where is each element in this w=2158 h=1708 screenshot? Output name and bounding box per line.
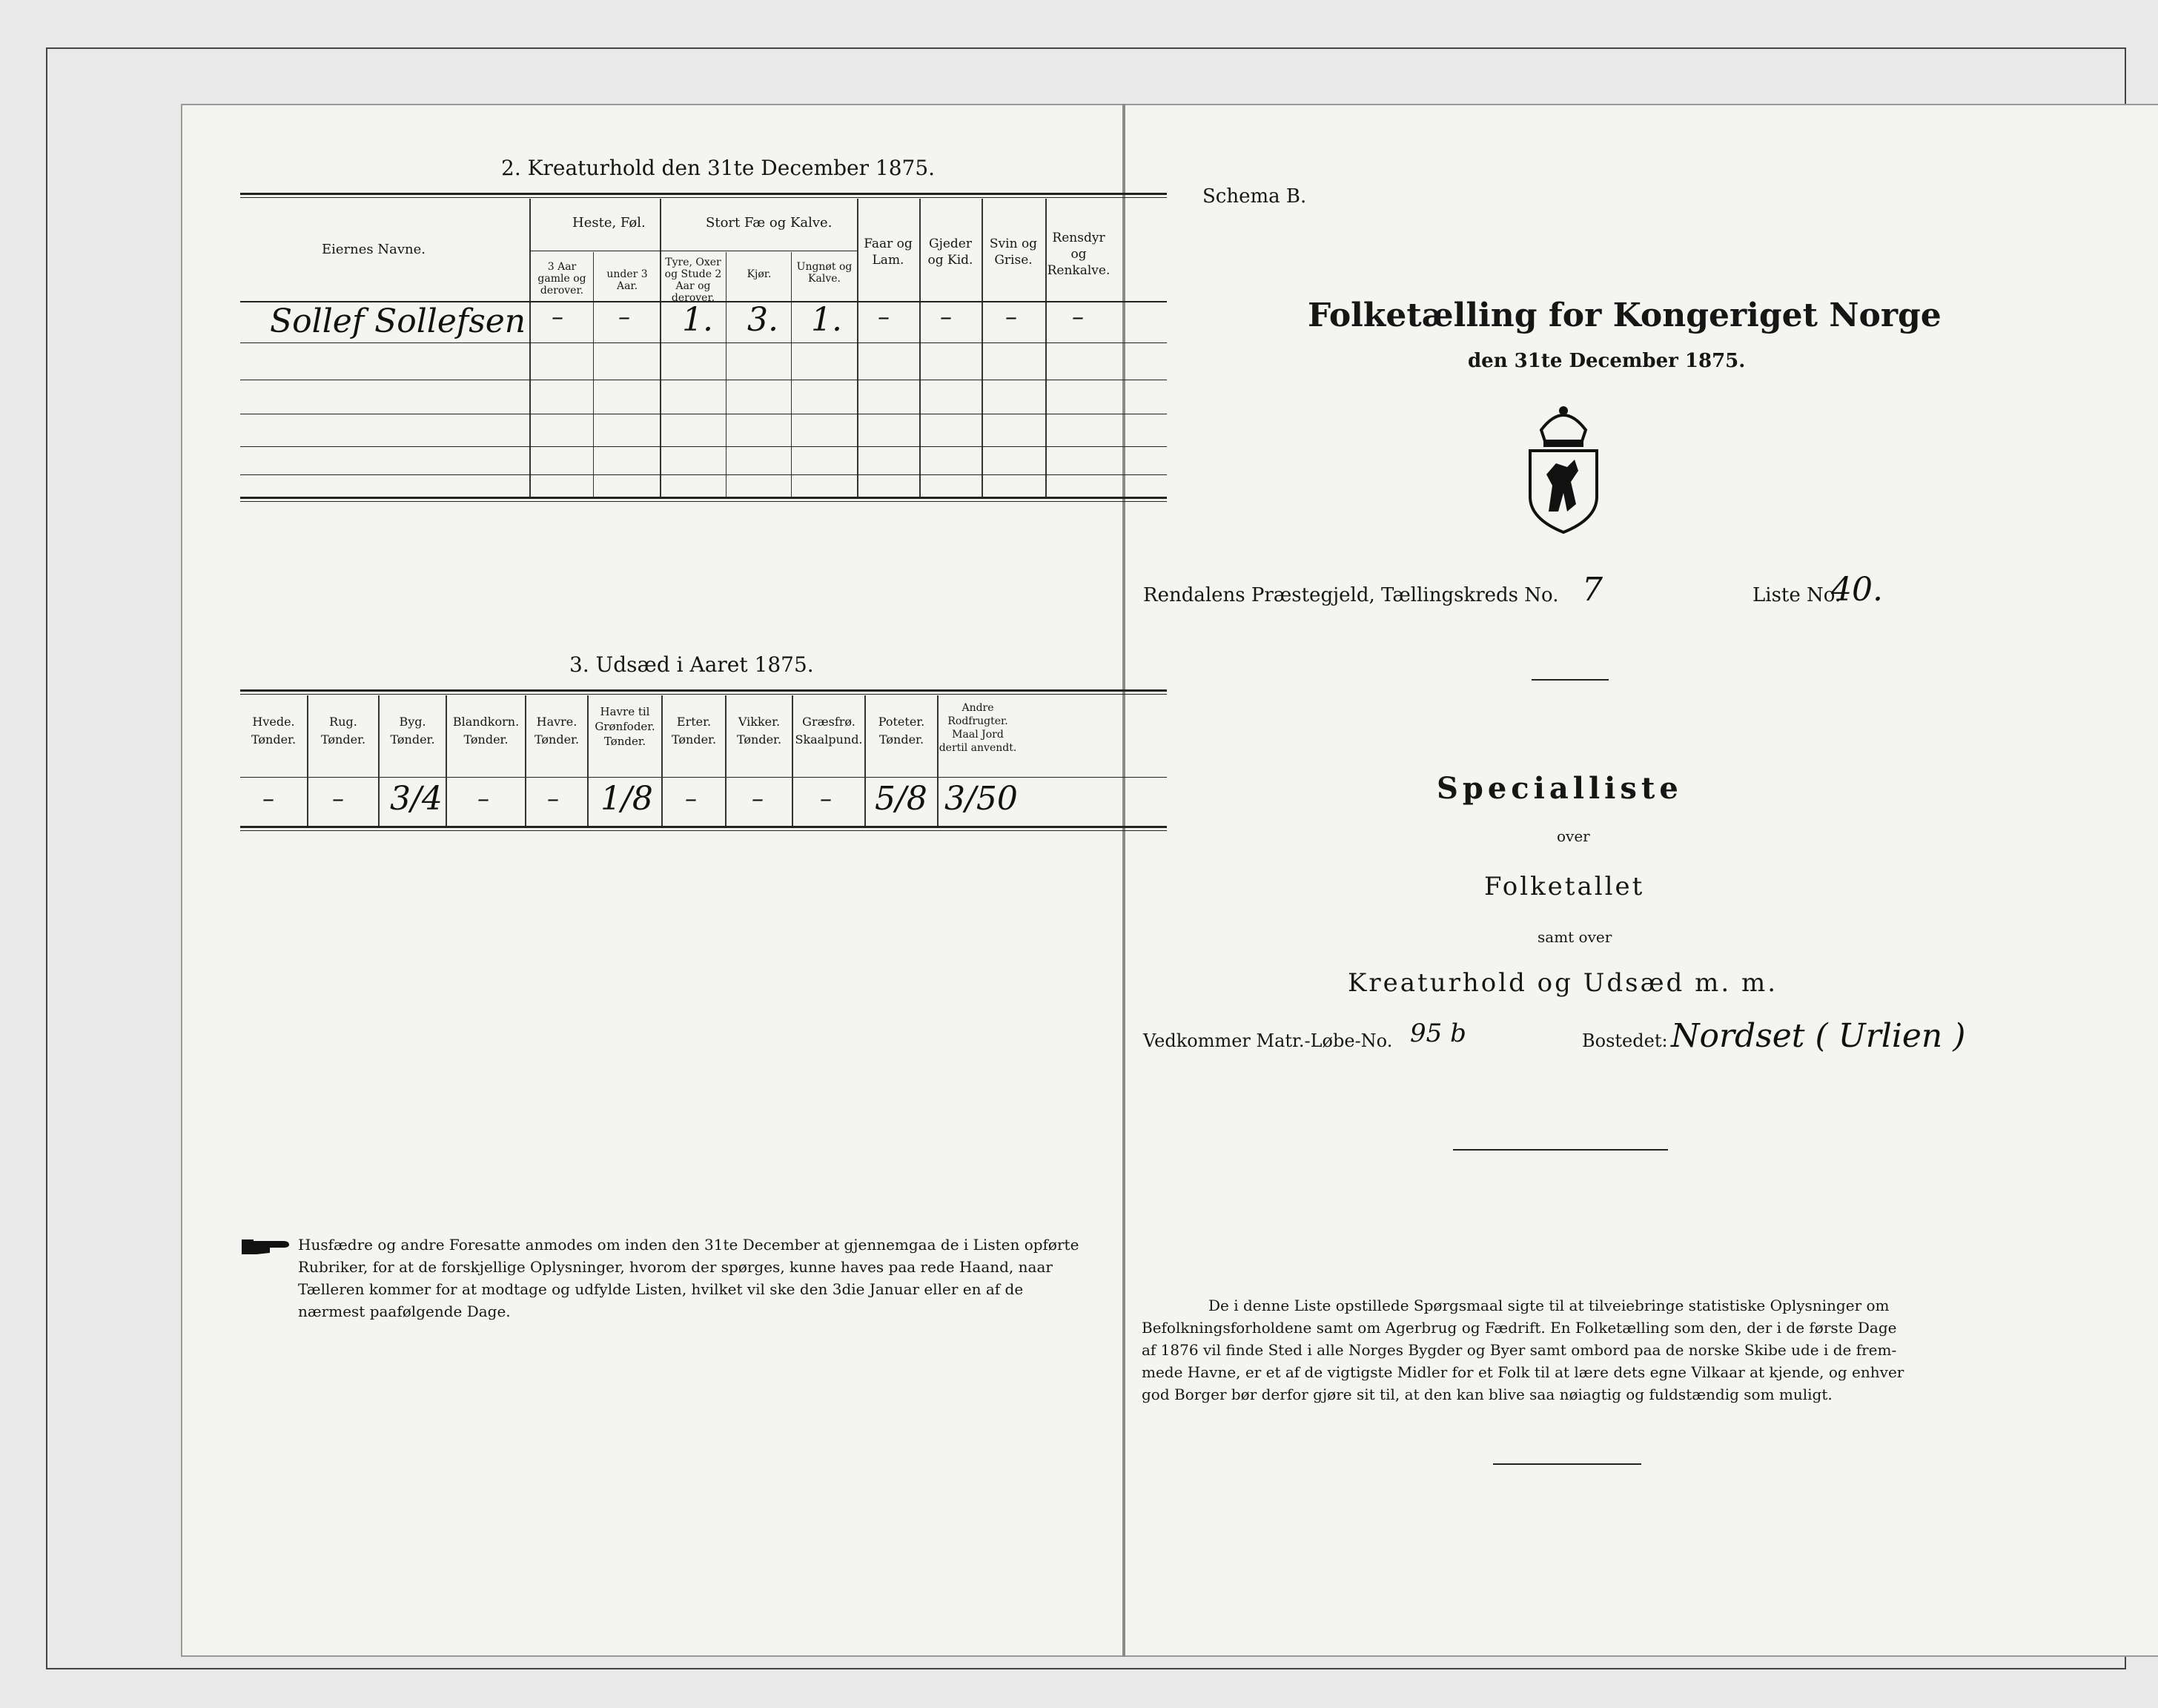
intro-line-4: mede Havne, er et af de vigtigste Midler for et Folk til at lære dets egne Vilkaar at kjende, og enhver [1142,1363,1904,1381]
root-crops-unit: Maal Jord dertil anvendt. [939,729,1017,754]
barley-header: Byg. [399,715,426,729]
cattle-header: Stort Fæ og Kalve. [706,215,833,231]
potatoes-value: 5/8 [875,780,927,818]
green-oats-value: 1/8 [600,780,653,818]
kreaturhold-heading: Kreaturhold og Udsæd m. m. [1348,968,1778,998]
cows-header: Kjør. [747,268,772,280]
intro-line-2: Befolkningsforholdene samt om Agerbrug og Fædrift. En Folketælling som den, der i de første Dage [1142,1319,1897,1337]
wheat-unit: Tønder. [251,732,297,747]
census-form [181,104,2158,1657]
footnote-line-4: nærmest paafølgende Dage. [298,1302,511,1320]
bulls-value: 1. [682,301,713,339]
mixed-grain-unit: Tønder. [463,732,509,747]
footnote-line-2: Rubriker, for at de forskjellige Oplysninger, hvorom der spørges, kunne haves paa rede Haand, naar [298,1258,1053,1276]
grass-seed-header: Græsfrø. [802,715,855,729]
goats-header: Gjeder og Kid. [927,236,973,268]
parish-label: Rendalens Præstegjeld, Tællingskreds No. [1143,584,1559,606]
pigs-header: Svin og Grise. [989,236,1038,268]
horses-3up-header: 3 Aar gamle og derover. [537,261,586,297]
over-label: over [1557,827,1590,845]
horses-3up-value: – [552,302,563,331]
wheat-value: – [262,784,274,812]
district-number: 7 [1582,571,1603,609]
rye-value: – [332,784,344,812]
schema-label: Schema B. [1202,185,1307,208]
green-oats-header: Havre til Grønfoder. [595,705,655,733]
vetch-unit: Tønder. [736,732,782,747]
matr-label: Vedkommer Matr.-Løbe-No. [1143,1030,1393,1051]
goats-value: – [940,302,952,331]
intro-line-1: De i denne Liste opstillede Spørgsmaal sigte til at tilveiebringe statistiske Oplysninger om [1208,1297,1890,1314]
wheat-header: Hvede. [252,715,295,729]
bosted-value: Nordset ( Urlien ) [1671,1017,1966,1055]
folketallet-heading: Folketallet [1484,872,1645,901]
horses-header: Heste, Føl. [572,215,646,231]
potatoes-unit: Tønder. [878,732,924,747]
rye-header: Rug. [329,715,357,729]
coat-of-arms-icon [1523,400,1604,534]
oats-unit: Tønder. [534,732,580,747]
bulls-header: Tyre, Oxer og Stude 2 Aar og derover. [664,256,722,304]
sheep-header: Faar og Lam. [864,236,913,268]
oats-value: – [547,784,559,812]
specialliste-heading: Specialliste [1437,771,1683,806]
young-cattle-value: 1. [811,301,842,339]
grass-seed-value: – [820,784,832,812]
barley-value: 3/4 [390,780,443,818]
grass-seed-unit: Skaalpund. [795,732,863,747]
rye-unit: Tønder. [320,732,366,747]
mixed-grain-header: Blandkorn. [452,715,520,729]
root-crops-value: 3/50 [944,780,1018,818]
vetch-header: Vikker. [738,715,781,729]
footnote-line-1: Husfædre og andre Foresatte anmodes om inden den 31te December at gjennemgaa de i Listen opførte [298,1236,1079,1254]
oats-header: Havre. [536,715,577,729]
vetch-value: – [752,784,764,812]
footnote-line-3: Tælleren kommer for at modtage og udfylde Listen, hvilket vil ske den 3die Januar eller en af de [298,1280,1024,1298]
intro-text [1142,1294,2076,1406]
root-crops-header: Andre Rodfrugter. [947,702,1008,727]
potatoes-header: Poteter. [878,715,925,729]
bosted-label: Bostedet: [1582,1030,1668,1051]
pigs-value: – [1005,302,1017,331]
list-label: Liste No. [1752,584,1841,606]
owner-name: Sollef Sollefsen [270,302,526,340]
divider-2 [1453,1149,1668,1151]
samt-over-label: samt over [1538,928,1612,946]
peas-unit: Tønder. [671,732,717,747]
page-fold [1122,104,1125,1657]
cows-value: 3. [747,301,778,339]
section2-title: 2. Kreaturhold den 31te December 1875. [501,156,936,180]
owner-header: Eiernes Navne. [322,242,426,257]
mixed-grain-value: – [477,784,489,812]
list-number: 40. [1831,571,1883,609]
reindeer-header: Rensdyr og Renkalve. [1047,231,1111,278]
peas-value: – [685,784,697,812]
footnote [298,1234,1136,1323]
reindeer-value: – [1072,302,1084,331]
divider-3 [1493,1463,1641,1465]
sheep-value: – [878,302,890,331]
section3-title: 3. Udsæd i Aaret 1875. [569,652,814,677]
divider-1 [1532,679,1609,681]
pointing-hand-icon [240,1235,292,1257]
horses-under3-header: under 3 Aar. [606,268,648,292]
intro-line-5: god Borger bør derfor gjøre sit til, at den kan blive saa nøiagtig og fuldstændig som muligt. [1142,1386,1833,1403]
form-date: den 31te December 1875. [1468,350,1746,372]
matr-number: 95 b [1410,1019,1466,1048]
form-title: Folketælling for Kongeriget Norge [1308,297,1942,334]
horses-under3-value: – [618,302,630,331]
barley-unit: Tønder. [390,732,435,747]
intro-line-3: af 1876 vil finde Sted i alle Norges Bygder og Byer samt ombord paa de norske Skibe ude i de frem- [1142,1341,1897,1359]
young-cattle-header: Ungnøt og Kalve. [796,261,853,285]
green-oats-unit: Tønder. [603,735,646,748]
peas-header: Erter. [676,715,712,729]
